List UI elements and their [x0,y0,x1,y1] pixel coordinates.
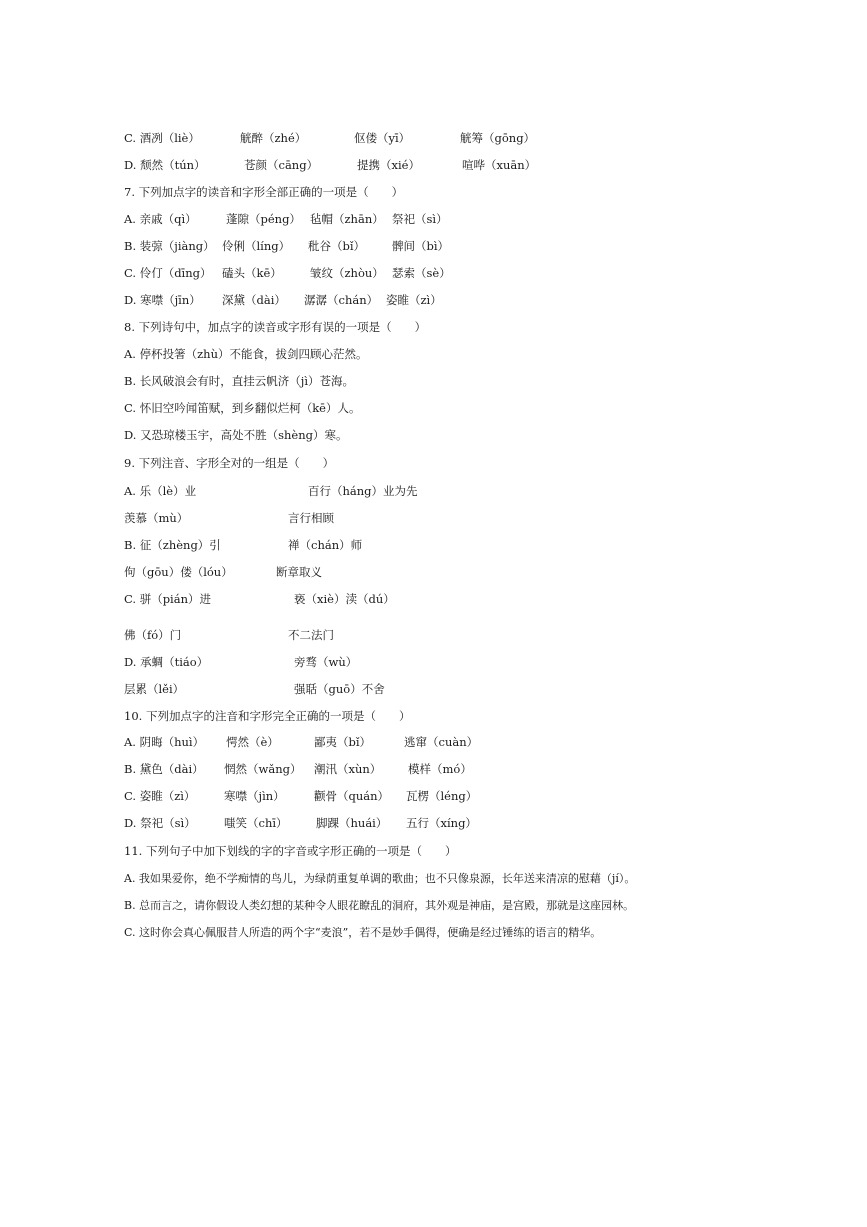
option-item: 亵（xiè）渎（dú） [294,592,395,606]
q8-option-c: C. 怀旧空吟闻笛赋，到乡翻似烂柯（kē）人。 [124,401,361,415]
option-item: 祭祀（sì） [392,212,448,226]
q11-option-c: C. 这时你会真心佩服昔人所造的两个字“麦浪”，若不是妙手偶得，便确是经过锤练的语言的精华。 [124,926,602,939]
option-item: 伛偻（yī） [354,131,411,145]
option-item: 毡帽（zhān） [310,212,384,226]
option-item: D. 祭祀（sì） [124,816,196,830]
option-item: 嗤笑（chī） [224,816,288,830]
option-item: 羡慕（mù） [124,511,189,525]
option-item: 言行相顾 [288,511,334,525]
option-item: 鄙夷（bǐ） [314,735,372,749]
option-item: 髀间（bì） [392,239,450,253]
option-item: B. 黛色（dài） [124,762,204,776]
option-item: 强聒（guō）不舍 [294,682,385,696]
option-item: 皱纹（zhòu） [310,266,384,280]
option-item: D. 寒噤（jīn） [124,293,201,307]
q8-option-d: D. 又恐琼楼玉宇，高处不胜（shèng）寒。 [124,428,348,442]
option-item: 潮汛（xùn） [314,762,382,776]
q9-stem: 9. 下列注音、字形全对的一组是（ ） [124,456,335,470]
option-item: 五行（xíng） [406,816,477,830]
q7-stem: 7. 下列加点字的读音和字形全部正确的一项是（ ） [124,185,404,199]
q8-option-a: A. 停杯投箸（zhù）不能食，拔剑四顾心茫然。 [124,347,368,361]
option-item: 磕头（kē） [222,266,282,280]
option-item: 瓦楞（léng） [406,789,478,803]
q8-option-b: B. 长风破浪会有时，直挂云帆济（jì）苍海。 [124,374,355,388]
q8-stem: 8. 下列诗句中，加点字的读音或字形有误的一项是（ ） [124,320,427,334]
option-item: 断章取义 [276,565,322,579]
option-item: 逃窜（cuàn） [404,735,479,749]
option-item: D. 承蜩（tiáo） [124,655,209,669]
option-item: 蓬隙（péng） [226,212,301,226]
option-item: 佛（fó）门 [124,628,182,642]
option-item: 苍颜（cāng） [244,158,319,172]
option-item: 姿睢（zì） [386,293,442,307]
option-item: B. 征（zhèng）引 [124,538,221,552]
option-item: 觥醉（zhé） [240,131,307,145]
option-item: 瑟索（sè） [392,266,451,280]
option-item: B. 装弶（jiàng） [124,239,215,253]
option-item: 深黛（dài） [222,293,286,307]
q10-stem: 10. 下列加点字的注音和字形完全正确的一项是（ ） [124,709,411,723]
option-item: C. 伶仃（dīng） [124,266,212,280]
option-item: 脚踝（huái） [316,816,388,830]
option-item: 层累（lěi） [124,682,185,696]
option-item: 喧哗（xuān） [462,158,537,172]
option-item: 愕然（è） [226,735,279,749]
option-item: 秕谷（bǐ） [308,239,366,253]
q11-stem: 11. 下列句子中加下划线的字的字音或字形正确的一项是（ ） [124,844,457,858]
option-item: C. 姿睢（zì） [124,789,196,803]
option-item: 觥筹（gōng） [460,131,536,145]
option-item: A. 阴晦（huì） [124,735,205,749]
option-item: 禅（chán）师 [288,538,363,552]
option-item: 潺潺（chán） [304,293,379,307]
option-item: 百行（háng）业为先 [308,484,418,498]
q11-option-b: B. 总而言之，请你假设人类幻想的某种令人眼花瞭乱的洞府，其外观是神庙，是宫殿，那就是这座园林。 [124,899,635,912]
option-item: 寒噤（jìn） [224,789,285,803]
option-item: 惘然（wǎng） [224,762,302,776]
q11-option-a: A. 我如果爱你，绝不学痴情的鸟儿，为绿荫重复单调的歌曲；也不只像泉源，长年送来清凉的慰藉（jí）。 [124,872,636,885]
option-item: D. 颓然（tún） [124,158,206,172]
option-item: A. 乐（lè）业 [124,484,197,498]
option-item: 提携（xié） [357,158,420,172]
option-item: 模样（mó） [408,762,472,776]
option-item: 旁骛（wù） [294,655,358,669]
option-item: 伶俐（líng） [222,239,291,253]
option-item: C. 骈（pián）进 [124,592,212,606]
option-item: A. 亲戚（qì） [124,212,197,226]
option-item: 佝（gōu）偻（lóu） [124,565,233,579]
option-item: 颧骨（quán） [314,789,390,803]
option-item: C. 酒冽（liè） [124,131,200,145]
option-item: 不二法门 [288,628,334,642]
